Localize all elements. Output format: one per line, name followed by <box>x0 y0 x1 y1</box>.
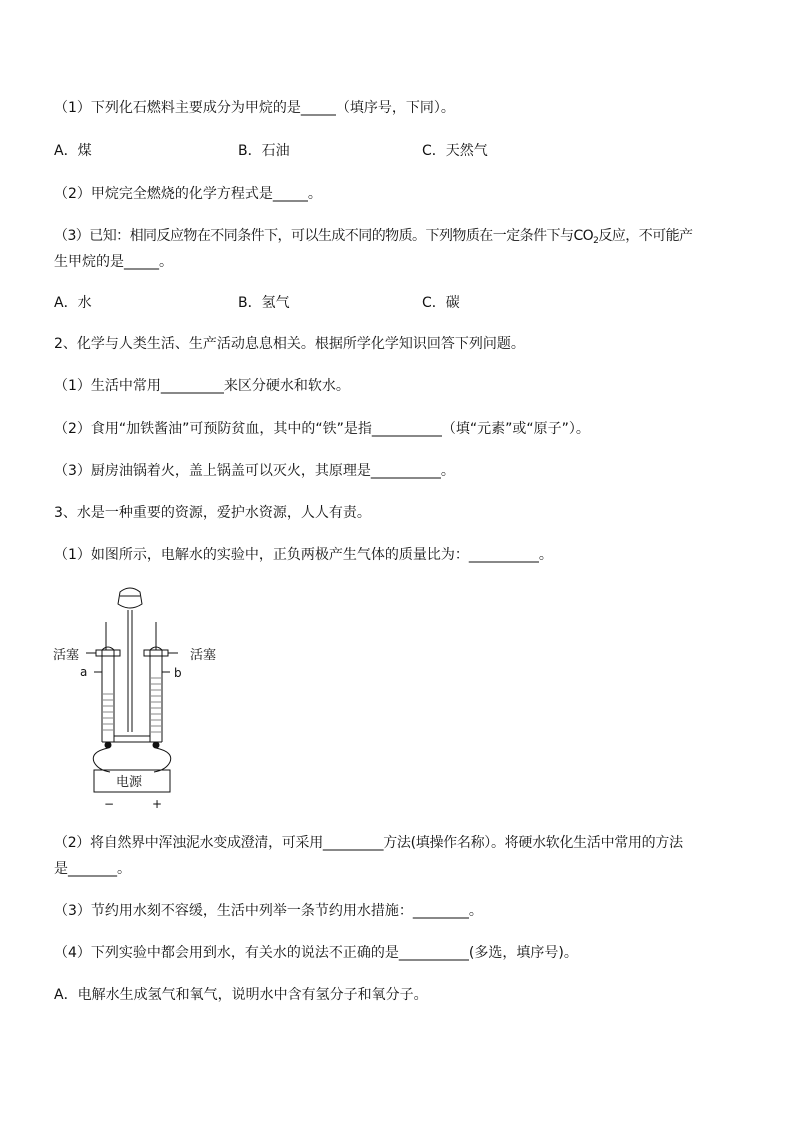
right-valve <box>144 650 168 656</box>
q3-line2: 生甲烷的是_____。 <box>54 254 173 270</box>
funnel-reservoir <box>118 588 142 608</box>
section3-q3: （3）节约用水刻不容缓，生活中列举一条节约用水措施：________。 <box>54 903 483 919</box>
electrolysis-apparatus-figure <box>50 582 230 814</box>
section2-q1: （1）生活中常用_________来区分硬水和软水。 <box>54 378 350 394</box>
q2-text: （2）甲烷完全燃烧的化学方程式是_____。 <box>54 186 322 202</box>
section3-q2-line1: （2）将自然界中浑浊泥水变成澄清，可采用_________方法(填操作名称）。将硬水软化生活中常用的方法 <box>54 835 683 851</box>
negative-terminal-label: − <box>104 797 115 811</box>
section2-title: 2、化学与人类生活、生产活动息息相关。根据所学化学知识回答下列问题。 <box>54 336 525 352</box>
q3-line1-suffix: 反应，不可能产 <box>598 228 693 244</box>
left-valve-label: 活塞 <box>53 648 80 663</box>
left-valve <box>96 650 120 656</box>
section3-title: 3、水是一种重要的资源，爱护水资源，人人有责。 <box>54 505 371 521</box>
q1-option-c: C．天然气 <box>422 143 488 159</box>
q1-option-b: B．石油 <box>238 143 290 159</box>
section3-q1: （1）如图所示，电解水的实验中，正负两极产生气体的质量比为：__________。 <box>54 547 553 563</box>
right-valve-label: 活塞 <box>190 648 217 663</box>
q3-line1-prefix: （3）已知：相同反应物在不同条件下，可以生成不同的物质。下列物质在一定条件下与CO <box>54 228 594 244</box>
co2-subscript: 2 <box>593 236 599 246</box>
section2-q3: （3）厨房油锅着火，盖上锅盖可以灭火，其原理是__________。 <box>54 463 455 479</box>
q1-option-a: A．煤 <box>54 143 92 159</box>
negative-electrode <box>105 742 111 748</box>
section3-q4: （4）下列实验中都会用到水，有关水的说法不正确的是__________(多选，填序号)。 <box>54 945 578 961</box>
q3-line1 <box>54 226 693 251</box>
tube-b-label: b <box>174 666 182 680</box>
section3-q2-line2: 是_______。 <box>54 861 131 877</box>
q3-option-b: B．氢气 <box>238 295 290 311</box>
q3-option-a: A．水 <box>54 295 92 311</box>
power-source-label: 电源 <box>116 775 143 790</box>
section2-q2: （2）食用“加铁酱油”可预防贫血，其中的“铁”是指__________（填“元素”或“原子”）。 <box>54 421 590 437</box>
section3-option-a: A．电解水生成氢气和氧气，说明水中含有氢分子和氧分子。 <box>54 987 428 1003</box>
positive-terminal-label: + <box>152 797 163 811</box>
q1-text: （1）下列化石燃料主要成分为甲烷的是_____（填序号，下同）。 <box>54 100 455 116</box>
q3-option-c: C．碳 <box>422 295 460 311</box>
positive-electrode <box>153 742 159 748</box>
tube-a-label: a <box>80 665 88 679</box>
